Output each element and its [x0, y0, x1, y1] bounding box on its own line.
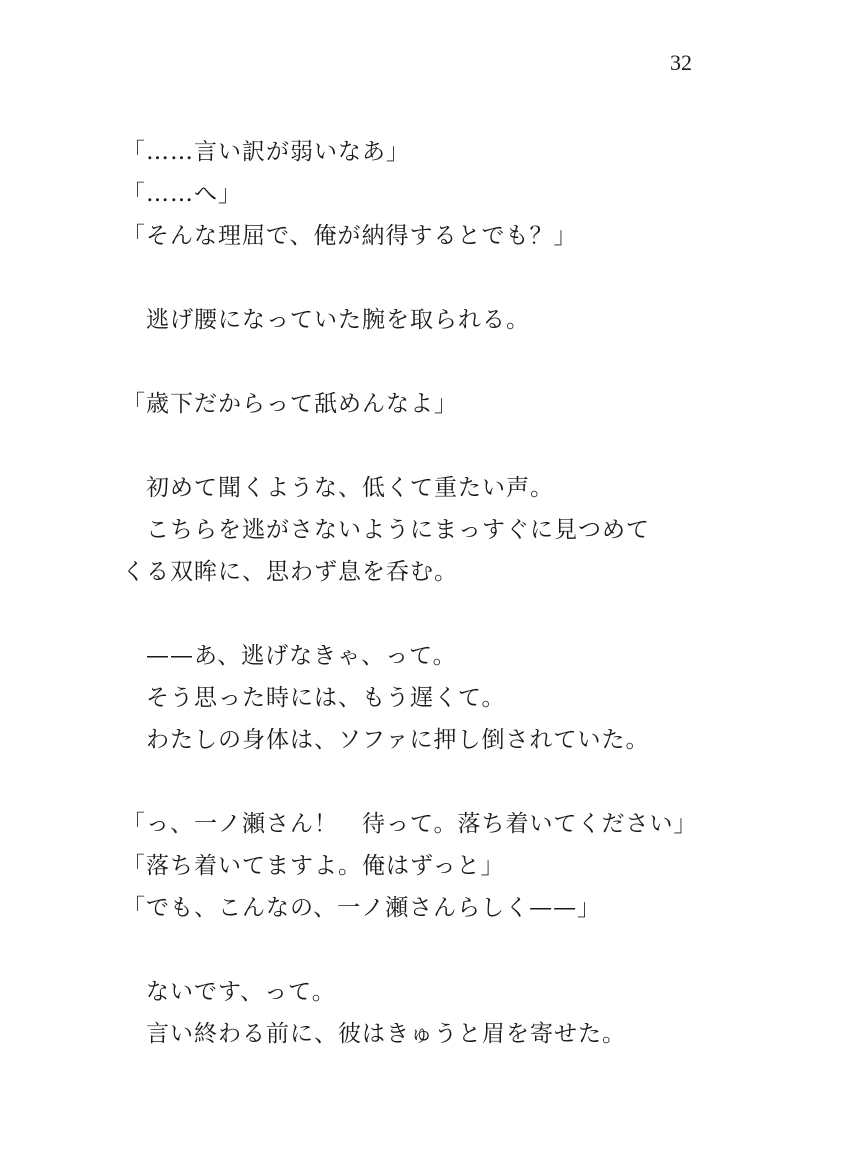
text-line: 「でも、こんなの、一ノ瀬さんらしく——」: [122, 895, 602, 921]
blank-line: [122, 341, 722, 383]
text-line: 「歳下だからって舐めんなよ」: [122, 391, 458, 417]
text-line: こちらを逃がさないようにまっすぐに見つめて: [122, 517, 650, 543]
text-line: 「っ、一ノ瀬さん！ 待って。落ち着いてください」: [122, 811, 698, 837]
text-line: 「落ち着いてますよ。俺はずっと」: [122, 853, 505, 879]
blank-line: [122, 257, 722, 299]
text-line: そう思った時には、もう遅くて。: [122, 685, 506, 711]
blank-line: [122, 929, 722, 971]
text-line: ないです、って。: [122, 979, 336, 1005]
blank-line: [122, 593, 722, 635]
text-line: 「……言い訳が弱いなあ」: [122, 139, 410, 165]
blank-line: [122, 761, 722, 803]
text-line: くる双眸に、思わず息を呑む。: [122, 559, 458, 585]
blank-line: [122, 425, 722, 467]
text-line: わたしの身体は、ソファに押し倒されていた。: [122, 727, 650, 753]
text-line: 初めて聞くような、低くて重たい声。: [122, 475, 554, 501]
text-line: 「そんな理屈で、俺が納得するとでも？」: [122, 223, 578, 249]
text-line: ——あ、逃げなきゃ、って。: [122, 643, 457, 669]
page-number: 32: [670, 50, 692, 75]
text-line: 「……へ」: [122, 181, 242, 207]
body-text: [122, 131, 722, 1055]
text-line: 逃げ腰になっていた腕を取られる。: [122, 307, 530, 333]
text-line: 言い終わる前に、彼はきゅうと眉を寄せた。: [122, 1021, 626, 1047]
